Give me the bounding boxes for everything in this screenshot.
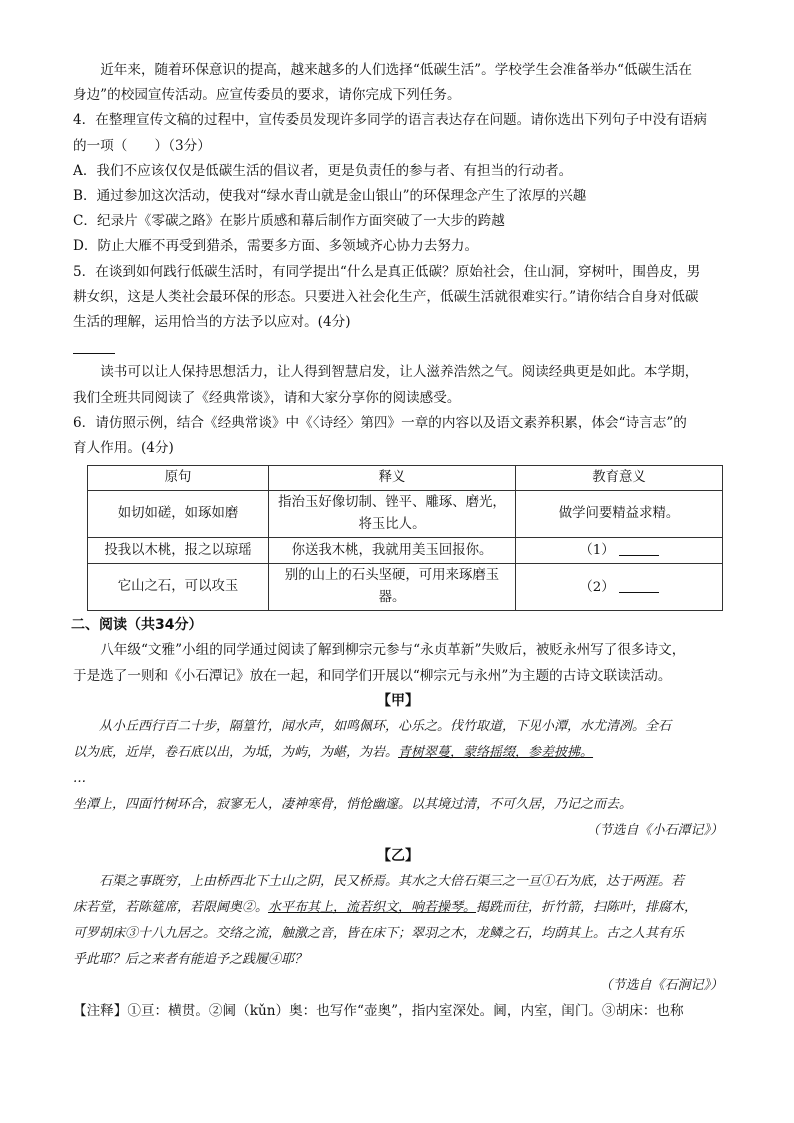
jia-line-1: 从小丘西行百二十步，隔篁竹，闻水声，如鸣佩环，心乐之。伐竹取道，下见小潭，水尤清冽。全石 [99, 719, 672, 735]
q4-option-c: C．纪录片《零碳之路》在影片质感和幕后制作方面突破了一大步的跨越 [73, 213, 505, 230]
intro-line-2: 身边”的校园宣传活动。应宣传委员的要求，请你完成下列任务。 [73, 87, 461, 104]
yi-line-2-text-a: 床若堂，若陈筵席，若限阃奥②。 [73, 900, 269, 916]
q5-stem-2: 耕女织，这是人类社会最环保的形态。只要进入社会化生产，低碳生活就很难实行。”请你结合自身对低碳 [73, 288, 699, 305]
cell-original: 如切如磋，如琢如磨 [88, 491, 269, 538]
table-row [88, 491, 723, 538]
q4-option-b: B．通过参加这次活动，使我对“绿水青山就是金山银山”的环保理念产生了浓厚的兴趣 [73, 188, 587, 205]
q4-option-a: A．我们不应该仅仅是低碳生活的倡议者，更是负责任的参与者、有担当的行动者。 [73, 162, 573, 179]
cell-meaning: 别的山上的石头坚硬，可用来琢磨玉器。 [269, 564, 516, 611]
jia-source: （节选自《小石潭记》） [586, 823, 723, 839]
reading-intro-1: 读书可以让人保持思想活力，让人得到智慧启发，让人滋养浩然之气。阅读经典更是如此。本学期， [100, 364, 699, 381]
poetry-table [87, 465, 723, 611]
yi-underlined-sentence: 水平布其上，流若织文，响若操琴。 [268, 900, 477, 916]
q4-option-d: D．防止大雁不再受到猎杀，需要多方面、多领域齐心协力去努力。 [73, 238, 479, 255]
table-row [88, 538, 723, 564]
q4-stem-1: 4．在整理宣传文稿的过程中，宣传委员发现许多同学的语言表达存在问题。请你选出下列句子中没有语病 [73, 112, 707, 129]
q6-stem-1: 6．请仿照示例，结合《经典常谈》中《〈诗经〉第四》一章的内容以及语文素养积累，体会“诗言志”的 [73, 414, 687, 431]
notes-line-1: 【注释】①亘：横贯。②阃（kǔn）奥：也写作“壶奥”，指内室深处。阃，内室，闺门。③胡床：也称 [73, 1003, 684, 1020]
table-row [88, 564, 723, 611]
blank-label-1: （1） [579, 543, 615, 559]
cell-original: 它山之石，可以攻玉 [88, 564, 269, 611]
cell-meaning: 你送我木桃，我就用美玉回报你。 [269, 538, 516, 564]
passage-yi-label: 【乙】 [377, 848, 419, 865]
section-2-intro-2: 于是选了一则和《小石潭记》放在一起，和同学们开展以“柳宗元与永州”为主题的古诗文联读活动。 [73, 667, 672, 684]
answer-rule [73, 335, 723, 360]
intro-line-1: 近年来，随着环保意识的提高，越来越多的人们选择“低碳生活”。学校学生会准备举办“低碳生活在 [100, 62, 692, 78]
reading-intro-2: 我们全班共同阅读了《经典常谈》，请和大家分享你的阅读感受。 [73, 389, 461, 406]
yi-line-2 [73, 895, 723, 921]
cell-significance [516, 538, 723, 564]
q6-stem-2: 育人作用。(4分) [73, 440, 174, 457]
jia-ellipsis: … [73, 771, 86, 787]
cell-original: 投我以木桃，报之以琼瑶 [88, 538, 269, 564]
jia-underlined-sentence: 青树翠蔓，蒙络摇缀，参差披拂。 [398, 745, 594, 761]
yi-line-3: 可罗胡床③十八九居之。交络之流，触激之音，皆在床下；翠羽之木，龙鳞之石，均荫其上。古之人其有乐 [73, 926, 685, 942]
header-original: 原句 [88, 466, 269, 491]
yi-line-2-text-b: 揭跣而往，折竹箭，扫陈叶，排腐木， [476, 900, 698, 916]
section-2-intro-1: 八年级“文雅”小组的同学通过阅读了解到柳宗元参与“永贞革新”失败后，被贬永州写了很多诗文， [100, 642, 686, 659]
cell-significance: 做学问要精益求精。 [516, 491, 723, 538]
section-2-title: 二、阅读（共34分） [71, 617, 203, 634]
q5-stem-1: 5．在谈到如何践行低碳生活时，有同学提出“什么是真正低碳？原始社会，住山洞，穿树叶，围兽皮，男 [73, 263, 701, 280]
jia-line-2 [73, 740, 723, 766]
answer-blank-2[interactable] [619, 576, 659, 593]
q4-stem-2: 的一项（ ）（3分） [73, 137, 211, 154]
header-significance: 教育意义 [516, 466, 723, 491]
q5-stem-3: 生活的理解，运用恰当的方法予以应对。(4分) [73, 314, 351, 331]
table-header-row [88, 466, 723, 491]
exam-page [73, 58, 723, 1024]
cell-meaning: 指治玉好像切制、锉平、雕琢、磨光，将玉比人。 [269, 491, 516, 538]
cell-significance [516, 564, 723, 611]
yi-line-1: 石渠之事既穷，上由桥西北下土山之阴，民又桥焉。其水之大倍石渠三之一亘①石为底，达于两涯。若 [99, 874, 685, 890]
blank-label-2: （2） [579, 579, 615, 595]
header-meaning: 释义 [269, 466, 516, 491]
jia-line-3: 坐潭上，四面竹树环合，寂寥无人，凄神寒骨，悄怆幽邃。以其境过清，不可久居，乃记之而去。 [73, 797, 633, 813]
yi-line-4: 乎此耶？后之来者有能追予之践履④耶？ [73, 952, 308, 968]
jia-line-2-text: 以为底，近岸，卷石底以出，为坻，为屿，为嵁，为岩。 [73, 745, 399, 761]
answer-blank-1[interactable] [619, 539, 659, 556]
yi-source: （节选自《石涧记》） [599, 978, 723, 994]
passage-jia-label: 【甲】 [377, 692, 419, 709]
